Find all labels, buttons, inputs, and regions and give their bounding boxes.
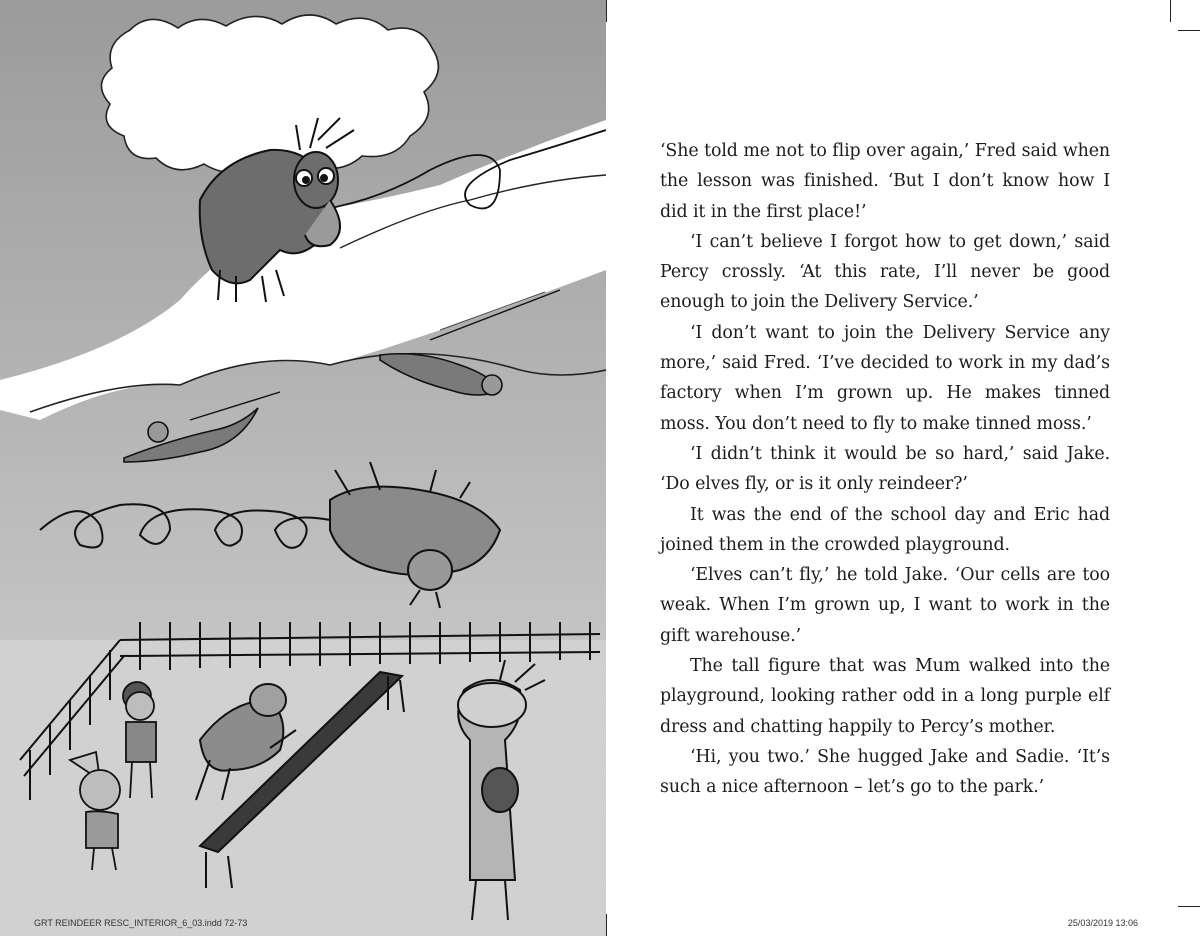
crop-mark-bottom-right [1178, 906, 1200, 907]
crop-mark-top-right-vertical [1170, 0, 1171, 22]
paragraph: ‘Hi, you two.’ She hugged Jake and Sadie. ‘It’s such a nice afternoon – let’s go to the park.’ [660, 746, 1110, 798]
print-slug-file: GRT REINDEER RESC_INTERIOR_6_03.indd 72-73 [34, 918, 248, 928]
text-page [660, 136, 1110, 803]
paragraph: ‘I can’t believe I forgot how to get down,’ said Percy crossly. ‘At this rate, I’ll never be good enough to join the Delivery Service.’ [660, 231, 1110, 313]
paragraph: It was the end of the school day and Eric had joined them in the crowded playground. [660, 504, 1110, 555]
print-slug-timestamp: 25/03/2019 13:06 [1067, 918, 1138, 928]
crop-mark-top-right [1178, 30, 1200, 31]
crop-mark-bottom-center [606, 914, 607, 936]
paragraph: ‘I don’t want to join the Delivery Service any more,’ said Fred. ‘I’ve decided to work in my dad’s factory when I’m grown up. He makes tinned moss. You don’t need to fly to make tinned moss.’ [660, 322, 1110, 434]
paragraph: ‘Elves can’t fly,’ he told Jake. ‘Our cells are too weak. When I’m grown up, I want to work in the gift warehouse.’ [660, 565, 1110, 646]
paragraph: ‘She told me not to flip over again,’ Fred said when the lesson was finished. ‘But I don’t know how I did it in the first place!’ [660, 141, 1110, 222]
paragraph: The tall figure that was Mum walked into the playground, looking rather odd in a long purple elf dress and chatting happily to Percy’s mother. [660, 656, 1110, 737]
crop-mark-top-center-left [606, 0, 607, 22]
paragraph: ‘I didn’t think it would be so hard,’ said Jake. ‘Do elves fly, or is it only reindeer?’ [660, 443, 1110, 495]
